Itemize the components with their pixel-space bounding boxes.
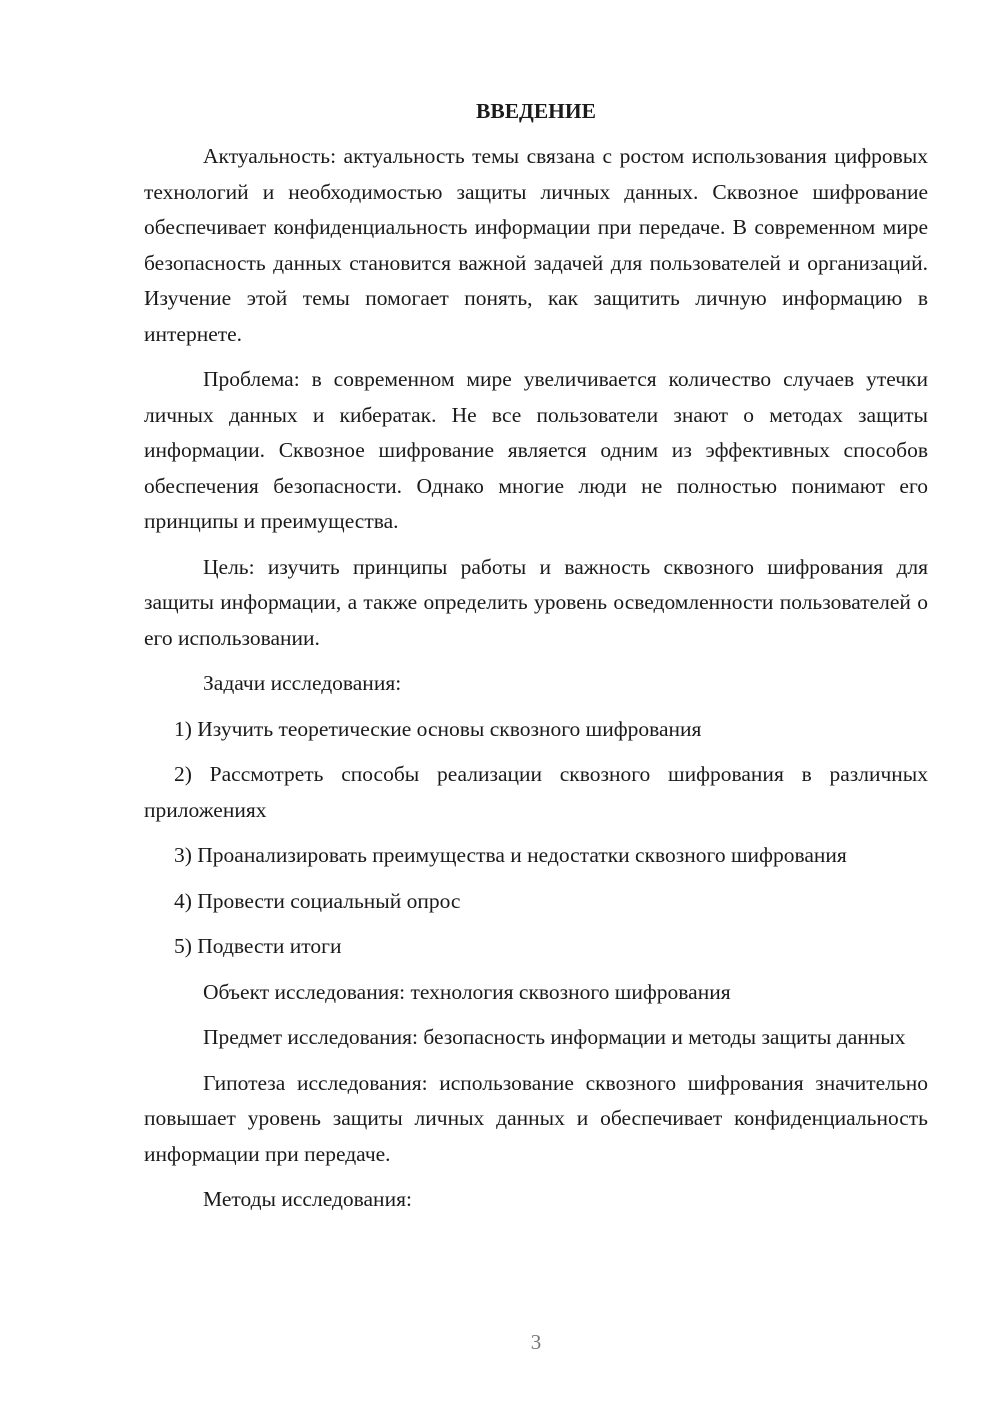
methods-heading: Методы исследования: [203, 1187, 412, 1211]
paragraph-object: Объект исследования: технология сквозного шифрования [203, 979, 731, 1004]
paragraph-problem: Проблема: в современном мире увеличивается количество случаев утечки личных данных и кибератак. Не все пользователи знают о методах защиты информации. Сквозное шифрование является одним из эффективных способов обеспечения безопасности. Однако многие люди не полностью понимают его принципы и преимущества. [144, 367, 928, 533]
page-title: ВВЕДЕНИЕ [476, 99, 596, 123]
paragraph-goal: Цель: изучить принципы работы и важность сквозного шифрования для защиты информации, а также определить уровень осведомленности пользователей о его использовании. [144, 554, 928, 650]
task-item-5: 5) Подвести итоги [174, 934, 342, 958]
paragraph-hypothesis: Гипотеза исследования: использование сквозного шифрования значительно повышает уровень защиты личных данных и обеспечивает конфиденциальность информации при передаче. [144, 1070, 928, 1166]
task-item-2: 2) Рассмотреть способы реализации сквозного шифрования в различных приложениях [144, 762, 928, 822]
task-item-4: 4) Провести социальный опрос [174, 888, 461, 913]
document-page [144, 94, 928, 1228]
task-item-3: 3) Проанализировать преимущества и недостатки сквозного шифрования [174, 843, 847, 867]
tasks-heading: Задачи исследования: [203, 671, 402, 695]
paragraph-subject: Предмет исследования: безопасность информации и методы защиты данных [203, 1025, 906, 1049]
paragraph-relevance: Актуальность: актуальность темы связана с ростом использования цифровых технологий и необходимостью защиты личных данных. Сквозное шифрование обеспечивает конфиденциальность информации при передаче. В современном мире безопасность данных становится важной задачей для пользователей и организаций. Изучение этой темы помогает понять, как защитить личную информацию в интернете. [144, 144, 928, 346]
tasks-list [144, 712, 928, 965]
task-item-1: 1) Изучить теоретические основы сквозного шифрования [174, 716, 702, 741]
page-number: 3 [530, 1330, 542, 1354]
